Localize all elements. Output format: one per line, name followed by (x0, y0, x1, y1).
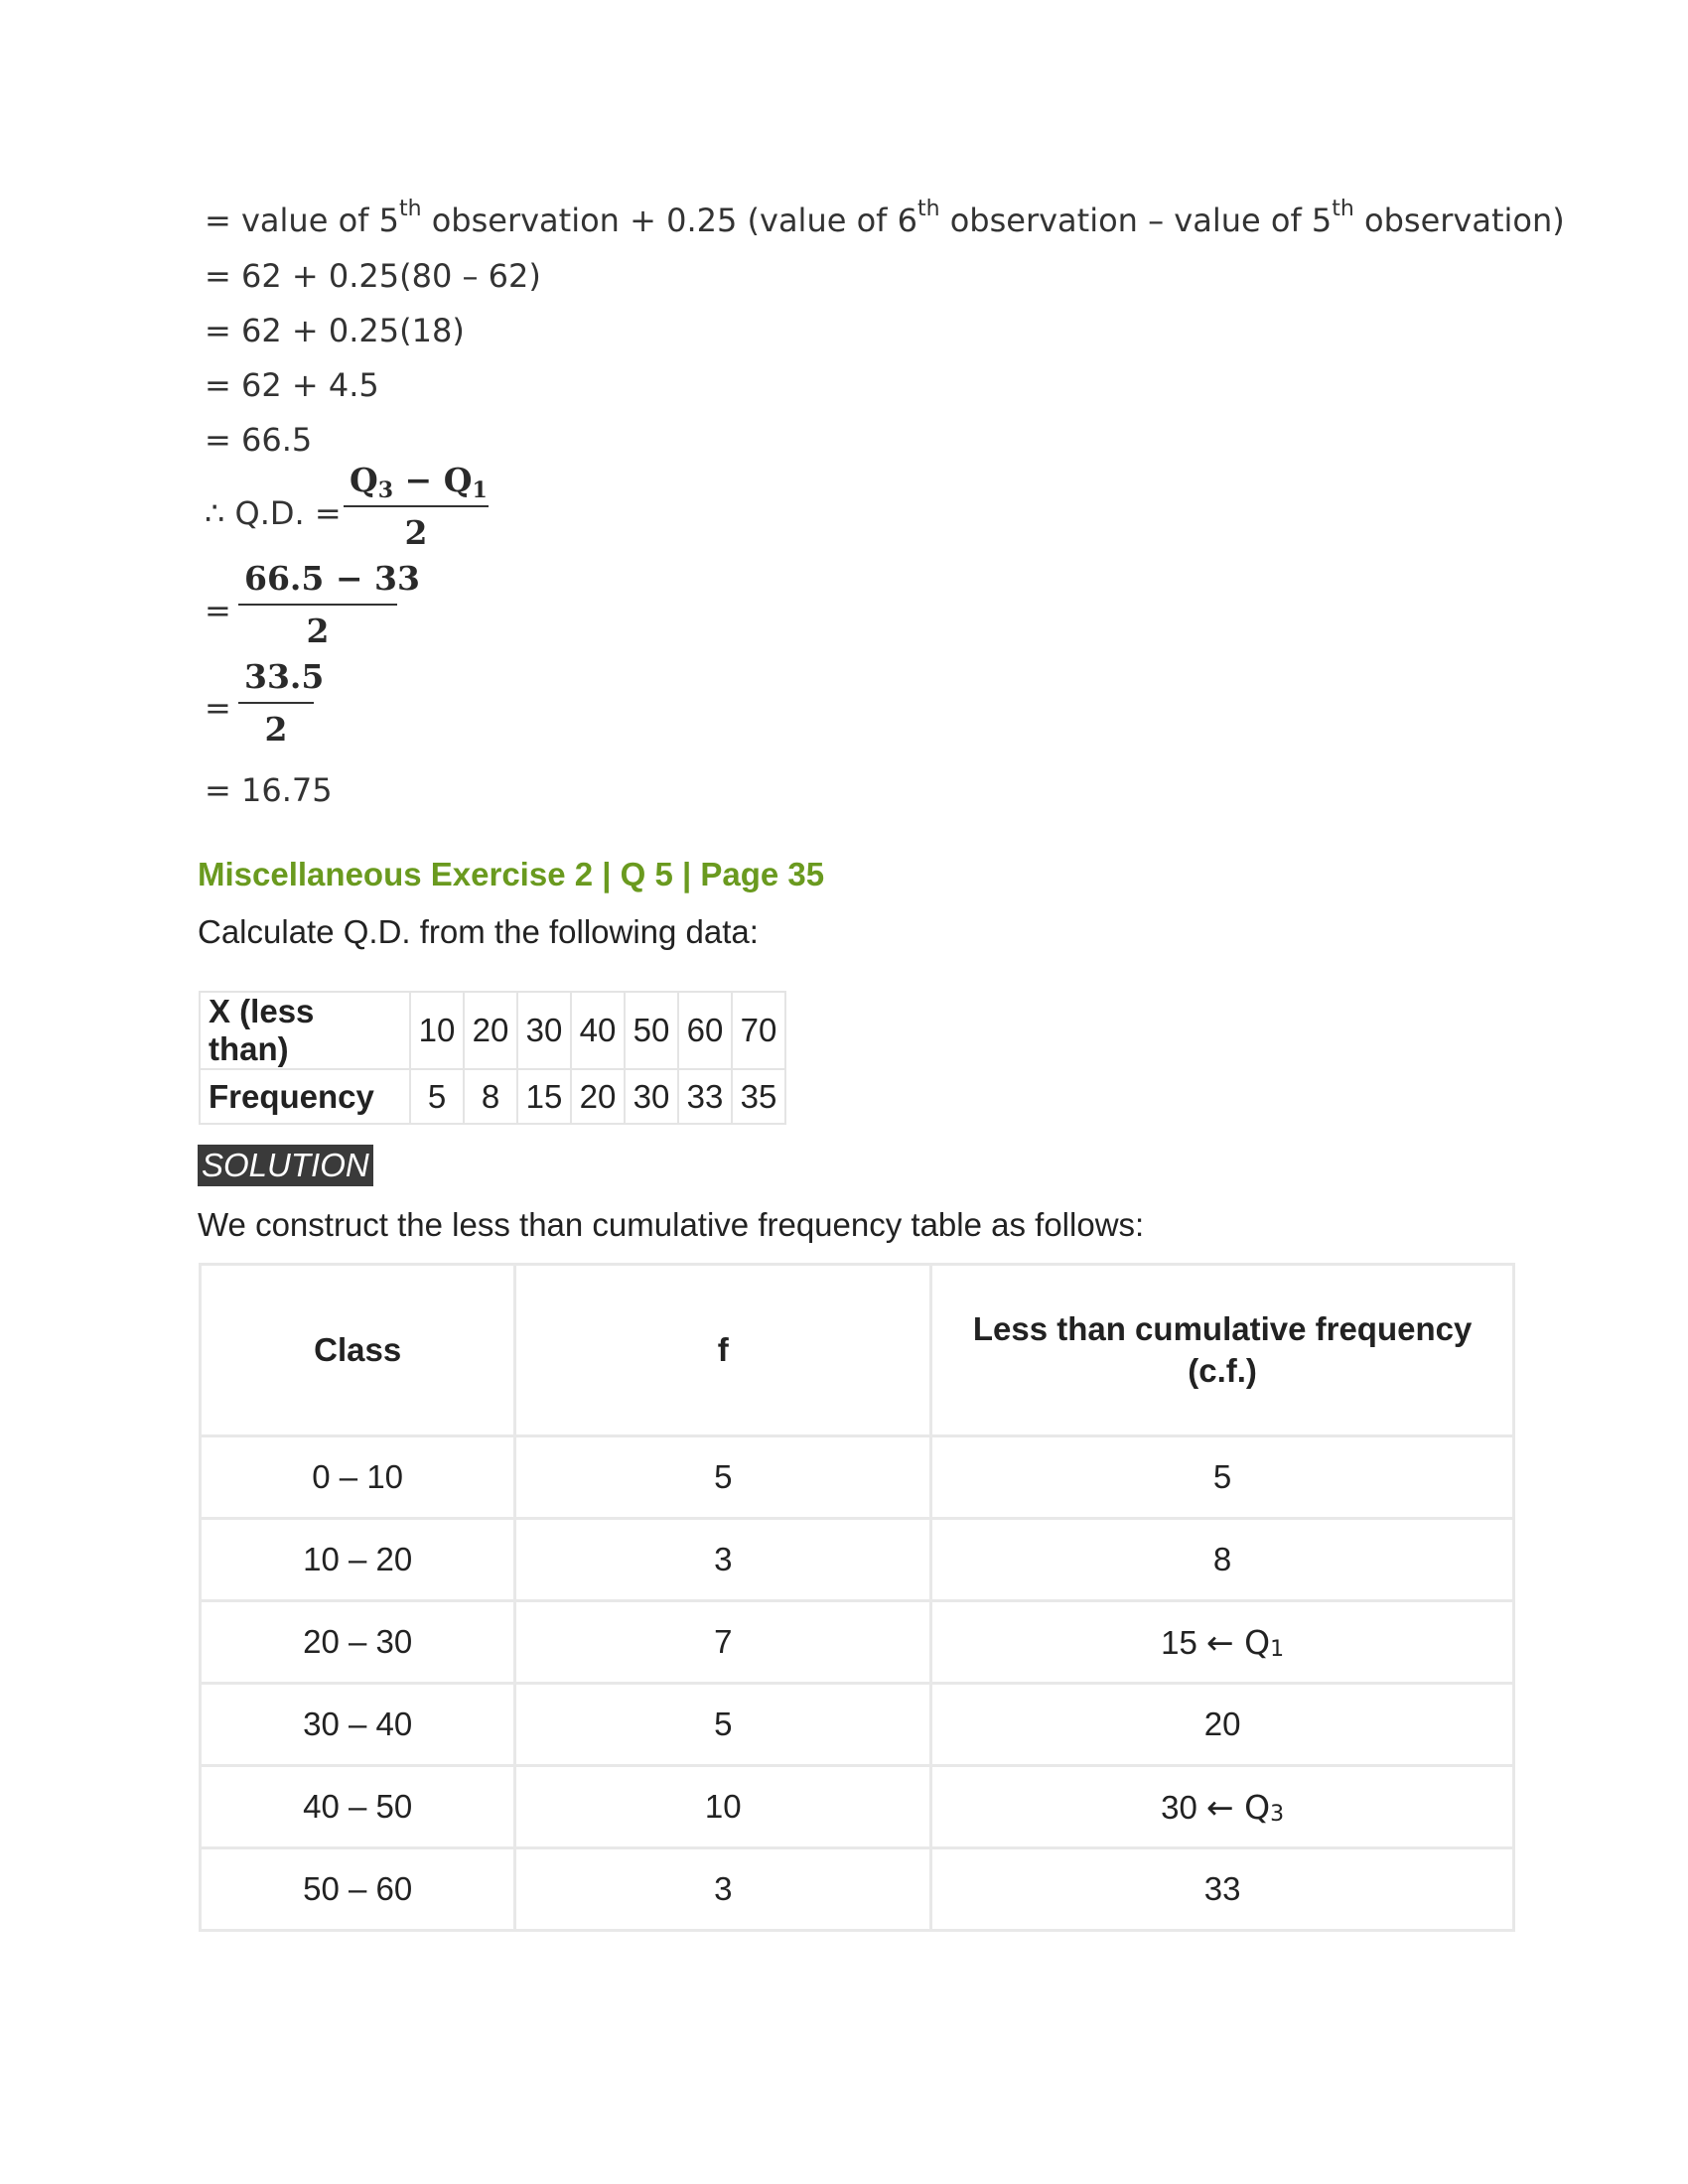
table-header-row (201, 1265, 1514, 1436)
table-cell: 10 (410, 992, 464, 1069)
quartile-marker: ← $Q_3$ (1205, 1787, 1285, 1827)
table-cell: 8 (464, 1069, 517, 1124)
construct-text: We construct the less than cumulative frequency table as follows: (198, 1206, 1145, 1243)
work-line-1-start: = value of 5 (205, 202, 399, 239)
work-line-1-b: observation – value of 5 (939, 202, 1333, 239)
class-cell: 50 – 60 (201, 1848, 515, 1931)
quartile-marker: ← $Q_1$ (1205, 1622, 1285, 1662)
data-table (199, 991, 786, 1125)
frequency-cell: 3 (515, 1519, 931, 1601)
table-cell: 50 (625, 992, 678, 1069)
header-line: Less than cumulative frequency (972, 1310, 1473, 1347)
cf-cell: 5 (931, 1436, 1514, 1519)
table-row (201, 1519, 1514, 1601)
frequency-cell: 5 (515, 1684, 931, 1766)
column-header-cf (931, 1265, 1514, 1436)
equals-sign: = (205, 689, 231, 727)
fraction-denominator: 2 (306, 612, 330, 650)
superscript: th (1332, 197, 1354, 221)
table-cell: 30 (625, 1069, 678, 1124)
frequency-cell: 7 (515, 1601, 931, 1684)
qd-fraction (344, 461, 489, 552)
work-line-1-c: observation) (1353, 202, 1565, 239)
work-line-2: = 62 + 0.25(80 – 62) (205, 257, 541, 295)
work-line-5: = 66.5 (205, 421, 313, 459)
header-line: (c.f.) (1188, 1352, 1257, 1389)
cf-cell: 8 (931, 1519, 1514, 1601)
cf-cell: 20 (931, 1684, 1514, 1766)
cumulative-frequency-table (199, 1263, 1515, 1932)
superscript: th (398, 197, 422, 221)
superscript: th (916, 197, 940, 221)
cf-cell: 30 ← $Q_3$ (931, 1766, 1514, 1848)
row-header: Frequency (200, 1069, 410, 1124)
result-line: = 16.75 (205, 771, 333, 809)
class-cell: 0 – 10 (201, 1436, 515, 1519)
fraction-quotient (238, 657, 325, 749)
table-cell: 35 (732, 1069, 785, 1124)
cf-cell: 33 (931, 1848, 1514, 1931)
column-header-class: Class (201, 1265, 515, 1436)
work-line-1 (205, 197, 1565, 239)
equals-sign: = (205, 592, 231, 629)
fraction-denominator: 2 (404, 513, 428, 552)
work-line-4: = 62 + 4.5 (205, 366, 379, 404)
frequency-cell: 3 (515, 1848, 931, 1931)
row-header: X (less than) (200, 992, 410, 1069)
table-cell: 70 (732, 992, 785, 1069)
table-row (200, 1069, 785, 1124)
fraction-difference (238, 559, 420, 650)
table-cell: 30 (517, 992, 571, 1069)
table-row (201, 1436, 1514, 1519)
cf-cell: 15 ← $Q_1$ (931, 1601, 1514, 1684)
work-line-1-a: observation + 0.25 (value of 6 (421, 202, 917, 239)
table-row (200, 992, 785, 1069)
fraction-denominator: 2 (264, 710, 288, 749)
fraction-numerator: $Q_3 - Q_1$ (350, 461, 488, 503)
solution-label: SOLUTION (198, 1145, 373, 1186)
fraction-numerator: 33.5 (244, 657, 325, 696)
table-cell: 20 (571, 1069, 625, 1124)
table-cell: 20 (464, 992, 517, 1069)
table-row (201, 1766, 1514, 1848)
frequency-cell: 5 (515, 1436, 931, 1519)
table-row (201, 1848, 1514, 1931)
class-cell: 40 – 50 (201, 1766, 515, 1848)
table-cell: 5 (410, 1069, 464, 1124)
exercise-heading: Miscellaneous Exercise 2 | Q 5 | Page 35 (198, 856, 825, 892)
question-text: Calculate Q.D. from the following data: (198, 913, 759, 950)
qd-prefix: ∴ Q.D. = (205, 494, 342, 532)
column-header-f: f (515, 1265, 931, 1436)
class-cell: 20 – 30 (201, 1601, 515, 1684)
table-cell: 15 (517, 1069, 571, 1124)
table-row (201, 1684, 1514, 1766)
class-cell: 10 – 20 (201, 1519, 515, 1601)
fraction-numerator: 66.5 − 33 (244, 559, 420, 598)
table-cell: 40 (571, 992, 625, 1069)
frequency-cell: 10 (515, 1766, 931, 1848)
table-cell: 60 (678, 992, 732, 1069)
table-row (201, 1601, 1514, 1684)
table-cell: 33 (678, 1069, 732, 1124)
work-line-3: = 62 + 0.25(18) (205, 312, 465, 349)
class-cell: 30 – 40 (201, 1684, 515, 1766)
